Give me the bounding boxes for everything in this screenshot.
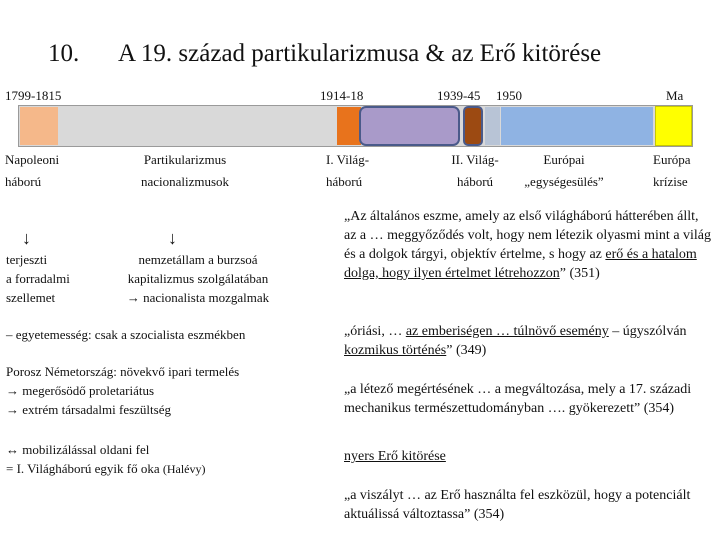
cause-reference: (Halévy) [162, 462, 206, 476]
quote-reference: ” (351) [559, 266, 600, 281]
slide-title: A 19. század partikularizmusa & az Erő kitörése [118, 40, 602, 67]
force-eruption-heading: nyers Erő kitörése [344, 449, 446, 464]
text-line: kapitalizmus szolgálatában [127, 271, 269, 286]
quote-underlined: erő és a hatalom dolga, hogy ilyen értelmet létrehozzon [344, 247, 697, 281]
quote-underlined: kozmikus történés [344, 343, 447, 358]
text-line: → extrém társadalmi feszültség [6, 402, 171, 417]
war-cause-note [6, 440, 206, 479]
timeline-segment-napoleonic [20, 107, 58, 145]
label-napoleonic-line1: Napoleoni [5, 152, 60, 167]
label-ww1-line2: háború [326, 174, 363, 189]
text-line: Porosz Németország: növekvő ipari termelés [6, 364, 240, 379]
quote-3: „a létező megértésének … a megváltozása, mely a 17. századi mechanikus természettudományban …. gyökerezett” (354) [344, 382, 692, 416]
label-crisis [653, 152, 691, 190]
timeline-segment-postwar [485, 107, 500, 145]
quote-5: „a viszályt … az Erő használta fel eszközül, hogy a potenciált aktuálissá változtassa” (354) [344, 488, 691, 522]
label-crisis-line2: krízise [653, 174, 688, 189]
label-ww2-line1: II. Világ- [451, 152, 499, 167]
label-napoleonic-line2: háború [5, 174, 42, 189]
date-1950: 1950 [496, 88, 522, 103]
timeline-segment-interwar [359, 106, 460, 146]
text-line: a forradalmi [6, 271, 70, 286]
label-europe [512, 152, 616, 190]
quote-2 [344, 322, 714, 360]
text-line: → megerősödő proletariátus [6, 383, 155, 398]
down-arrow-icon: ↓ [168, 228, 177, 248]
slide-number: 10. [48, 40, 80, 67]
text-line: nemzetállam a burzsoá [138, 252, 258, 267]
label-crisis-line1: Európa [653, 152, 691, 167]
text-line: terjeszti [6, 252, 48, 267]
down-arrow-icon: ↓ [22, 228, 31, 248]
label-particularism-line1: Partikularizmus [143, 152, 227, 167]
date-present: Ma [666, 88, 684, 103]
text-line: ↔ mobilizálással oldani fel [6, 442, 150, 457]
label-europe-line1: Európai [543, 152, 585, 167]
date-ww2: 1939-45 [437, 88, 481, 103]
quote-reference: ” (349) [446, 343, 487, 358]
date-ww1: 1914-18 [320, 88, 364, 103]
label-particularism [122, 152, 248, 190]
label-ww1-line1: I. Világ- [326, 152, 370, 167]
universality-note: – egyetemesség: csak a szocialista eszmékben [6, 327, 246, 342]
text-line [6, 459, 206, 479]
text-line: szellemet [6, 290, 56, 305]
timeline-segment-ww1 [337, 107, 361, 145]
timeline-segment-ww2 [463, 106, 483, 146]
quote-text: „Az általános eszme, amely az első világháború hátterében állt, az a … meggyőződés volt, hogy nem létezik olyasmi mint a világ és a dolgok tárgyi, objektív értelme, s hogy az [344, 209, 712, 262]
label-ww2 [440, 152, 510, 190]
quote-text: – úgyszólván [608, 324, 687, 339]
quote-underlined: az emberiségen … túlnövő esemény [405, 324, 609, 339]
text-line: → nacionalista mozgalmak [126, 290, 270, 305]
label-ww2-line2: háború [456, 174, 494, 189]
timeline-segment-crisis [655, 106, 692, 146]
label-europe-line2: „egységesülés” [524, 174, 604, 189]
germany-note [6, 362, 239, 419]
quote-text: „óriási, … [344, 324, 406, 339]
label-napoleonic [5, 152, 59, 190]
timeline-segment-europe [501, 107, 653, 145]
label-particularism-line2: nacionalizmusok [140, 174, 230, 189]
label-ww1 [326, 152, 369, 190]
particularism-effect [98, 250, 298, 307]
date-napoleonic: 1799-1815 [5, 88, 62, 103]
quote-1 [344, 207, 714, 283]
napoleonic-effect [6, 250, 70, 307]
cause-text: = I. Világháború egyik fő oka [6, 461, 163, 476]
